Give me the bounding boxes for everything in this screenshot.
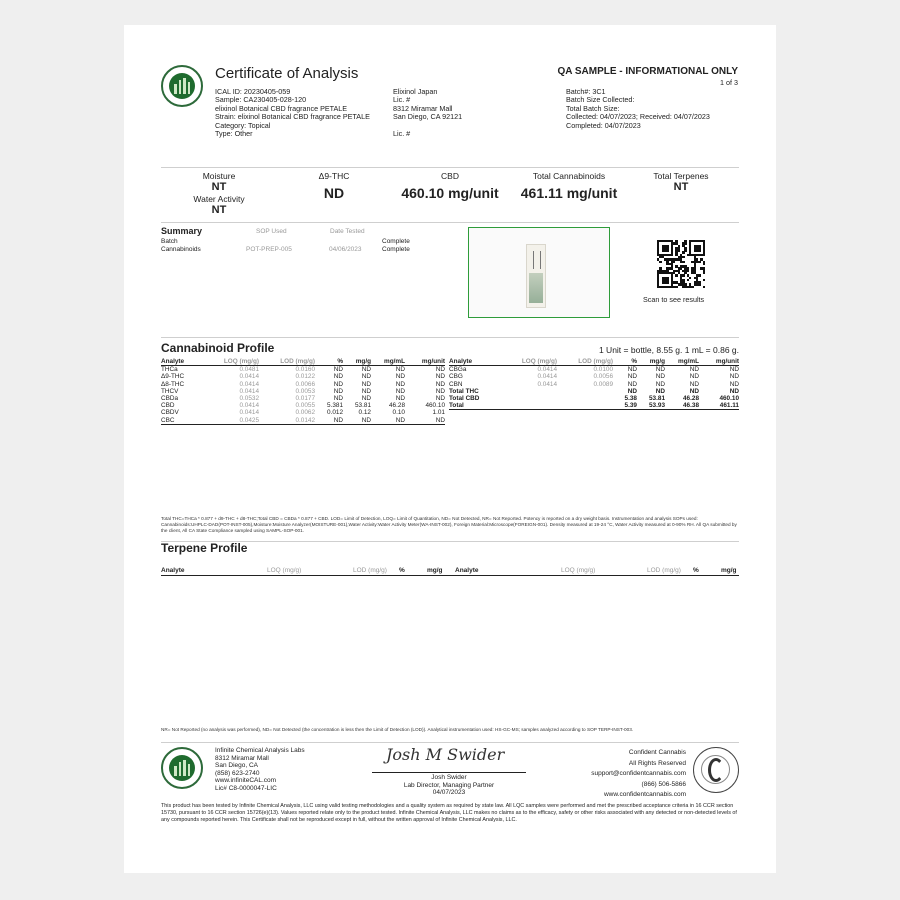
lab-contact: Infinite Chemical Analysis Labs 8312 Miramar Mall San Diego, CA (858) 623-2740 www.infiniteCAL.com Lic# C8-0000047-LIC — [215, 747, 305, 792]
summary-rows: Batch Cannabinoids — [161, 238, 201, 253]
table-cell: ND — [333, 395, 343, 403]
signer-info: Josh Swider Lab Director, Managing Partner 04/07/2023 — [403, 774, 495, 797]
table-cell: 46.38 — [665, 402, 699, 410]
date-header: Date Tested — [330, 228, 365, 235]
summary-title: Summary — [161, 226, 203, 236]
table-cell: Δ9-THC — [161, 373, 185, 381]
total-terpenes-metric: Total Terpenes NT — [653, 171, 709, 193]
table-cell: ND — [361, 395, 371, 403]
table-cell: ND — [435, 387, 445, 395]
table-cell: ND — [405, 417, 445, 425]
table-row — [449, 373, 739, 380]
completed-date: Completed: 04/07/2023 — [566, 120, 641, 130]
table-cell: ND — [361, 380, 371, 388]
table-cell: 0.0089 — [593, 380, 613, 388]
strain: Strain: elixinol Botanical CBD fragrance PETALE — [215, 112, 370, 122]
table-cell: mg/g — [343, 358, 371, 366]
table-row — [161, 417, 445, 425]
table-cell — [557, 388, 613, 395]
table-cell: Total CBD — [449, 395, 480, 403]
table-cell: 0.0532 — [239, 395, 259, 403]
table-cell: ND — [333, 366, 343, 374]
cannabinoid-table-left — [161, 358, 445, 425]
client-city: San Diego, CA 92121 — [393, 112, 463, 122]
partner-info: Confident Cannabis All Rights Reserved support@confidentcannabis.com (866) 506-5866 www.confidentcannabis.com — [591, 749, 686, 798]
table-cell — [509, 395, 557, 402]
table-cell: ND — [361, 373, 371, 381]
table-row — [161, 402, 445, 409]
table-cell: ND — [435, 380, 445, 388]
page-title: Certificate of Analysis — [215, 65, 359, 82]
client-license-2: Lic. # — [393, 129, 411, 139]
sample-id: Sample: CA230405-028-120 — [215, 95, 307, 105]
table-cell: mg/unit — [405, 358, 445, 366]
batch-size-collected: Batch Size Collected: — [566, 95, 635, 105]
table-cell: ND — [689, 366, 699, 374]
signature: Josh M Swider — [386, 745, 505, 764]
table-cell: 0.0414 — [239, 373, 259, 381]
table-cell: ND — [655, 387, 665, 395]
table-cell: 0.0414 — [239, 409, 259, 417]
table-cell: 0.0414 — [239, 380, 259, 388]
table-cell: CBG — [449, 373, 463, 381]
table-cell: 0.0062 — [295, 409, 315, 417]
total-batch-size: Total Batch Size: — [566, 103, 620, 113]
table-cell: 0.0160 — [295, 366, 315, 374]
table-cell: 5.381 — [327, 402, 343, 410]
table-cell: ND — [729, 387, 739, 395]
table-cell — [557, 402, 613, 410]
table-cell: CBDa — [161, 395, 179, 403]
table-cell: 5.39 — [613, 402, 637, 410]
sop-header: SOP Used — [256, 228, 287, 235]
table-cell: 0.10 — [392, 409, 405, 417]
table-cell: ND — [361, 387, 371, 395]
table-cell: ND — [627, 366, 637, 374]
table-cell: ND — [627, 380, 637, 388]
table-cell: 0.0066 — [295, 380, 315, 388]
table-cell: 5.38 — [624, 395, 637, 403]
table-cell: 53.81 — [649, 395, 665, 403]
table-cell: Total — [449, 402, 509, 410]
table-cell: ND — [729, 380, 739, 388]
table-cell: CBDV — [161, 409, 179, 417]
table-cell: 0.0414 — [537, 366, 557, 374]
table-cell: 461.11 — [699, 402, 739, 410]
table-row — [161, 366, 445, 374]
table-row — [449, 395, 739, 402]
client-info — [393, 88, 462, 138]
table-cell: ND — [729, 366, 739, 374]
table-cell — [509, 402, 557, 410]
product-photo — [468, 227, 610, 318]
batch-number: Batch#: 3C1 — [566, 87, 606, 96]
table-cell: ND — [435, 366, 445, 374]
cbd-metric: CBD 460.10 mg/unit — [401, 171, 499, 201]
page-count: 1 of 3 — [720, 78, 738, 87]
table-cell: LOD (mg/g) — [557, 358, 613, 366]
table-cell: 0.12 — [358, 409, 371, 417]
table-cell: THCa — [161, 366, 178, 374]
scan-text: Scan to see results — [643, 295, 705, 304]
ical-id: ICAL ID: 20230405-059 — [215, 87, 291, 96]
table-cell: 0.0055 — [295, 402, 315, 410]
table-cell: ND — [395, 395, 405, 403]
table-cell: % — [315, 358, 343, 366]
table-cell: ND — [655, 380, 665, 388]
table-cell: 0.0414 — [537, 380, 557, 388]
table-cell: ND — [627, 387, 637, 395]
table-row — [161, 409, 445, 416]
table-cell: ND — [395, 380, 405, 388]
table-cell: 460.10 — [719, 395, 739, 403]
table-cell: 0.012 — [327, 409, 343, 417]
table-cell — [557, 395, 613, 402]
terpene-footnote: NR= Not Reported (no analysis was performed), ND= Not Detected (the concentration is less then the Limit of Detection (LOD)). Analytical instrumentation used: HS-GC-MS; samples analyzed according to SOP TERP-INST-003. — [161, 727, 634, 732]
table-row — [161, 381, 445, 388]
table-cell: 46.28 — [389, 402, 405, 410]
table-cell: 0.0414 — [239, 387, 259, 395]
table-cell: ND — [395, 387, 405, 395]
table-cell: 0.0177 — [295, 395, 315, 403]
table-cell: CBC — [161, 417, 205, 425]
table-cell: ND — [395, 366, 405, 374]
table-cell: LOQ (mg/g) — [509, 358, 557, 366]
table-row — [449, 381, 739, 388]
thc-metric: Δ9-THC ND — [318, 171, 350, 201]
lab-seal-icon — [161, 65, 203, 107]
table-row — [161, 388, 445, 395]
summary-status: Complete Complete — [382, 238, 410, 253]
table-cell: ND — [729, 373, 739, 381]
disclaimer: This product has been tested by Infinite Chemical Analysis, LLC using valid testing methodologies and a quality system as required by state law. All LQC samples were performed and met the prescribed acceptance criteria in 16 CCR section 15730, pursuant to 16 CCR section 15726(e)(13). Values reported relate only to the product tested. Infinite Chemical Analysis, LLC makes no claims as to the efficacy, safety or other risks associated with any detected or non-detected levels of any compounds reported herein. This Certificate shall not be reproduced except in full, without the written approval of Infinite Chemical Analysis, LLC. — [161, 803, 737, 823]
table-cell: 1.01 — [432, 409, 445, 417]
table-row — [161, 395, 445, 402]
table-cell: 0.0142 — [259, 417, 315, 425]
qr-code-icon[interactable] — [657, 240, 705, 288]
table-cell: ND — [371, 417, 405, 425]
type: Type: Other — [215, 129, 253, 139]
table-cell: ND — [627, 373, 637, 381]
table-cell: 0.0056 — [593, 373, 613, 381]
table-cell: 0.0053 — [295, 387, 315, 395]
unit-note: 1 Unit = bottle, 8.55 g. 1 mL = 0.86 g. — [598, 345, 739, 355]
summary-sop: POT-PREP-005 — [246, 246, 292, 253]
sample-name: elixinol Botanical CBD fragrance PETALE — [215, 103, 348, 113]
qa-notice: QA SAMPLE - INFORMATIONAL ONLY — [557, 66, 738, 77]
table-cell: Total THC — [449, 387, 479, 395]
cannabinoid-table-right — [449, 358, 739, 410]
table-cell: Analyte — [161, 358, 205, 366]
total-cannabinoids-metric: Total Cannabinoids 461.11 mg/unit — [520, 171, 618, 201]
table-cell: ND — [435, 373, 445, 381]
table-cell: 46.28 — [683, 395, 699, 403]
certificate-page: Certificate of Analysis QA SAMPLE - INFORMATIONAL ONLY 1 of 3 ICAL ID: 20230405-059 Sample: CA230405-028-120 elixinol Botanical CBD fragrance PETALE Strain: elixinol Botanical CBD fragrance PETALE Category: Topical Type: Other Elixinol Japan Lic. # 8312 Miramar Mall San Diego, CA 92121 Lic. # Batch#: 3C1 Batch Size Collected: Total Batch Size: Collected: 04/07/2023; Received: 04/07/2023 Completed: 04/07/2023 Moisture NT Water Activity NT Δ9-THC ND CBD 460.10 mg/unit Total Cannabinoids 461.11 mg/unit Total Terpenes NT Summary SOP Used Date Tested Batch Cannabinoids POT-PREP-005 04/06/2023 Complete Complete Scan to see results Cannabinoid Profile 1 Unit = bottle, 8.55 g. 1 mL = 0.86 g. Analyte LOQ (mg/g) LOD (mg/g) % mg/g mg/mL mg/unit THCa 0.0481 0.0160 ND ND ND ND Δ9-THC 0.0414 0.0122 ND ND ND ND Δ8-THC 0.0414 0.0066 ND ND ND ND THCV 0.0414 0.0053 ND ND ND ND CBDa 0.0532 0.0177 ND ND ND ND CBD 0.0414 0.0055 5.381 53.81 46.28 460.10 CBDV 0.0414 0.0062 0.012 0.12 0.10 1.01 CBC 0.0425 0.0142 ND ND ND ND Analyte LOQ (mg/g) LOD (mg/g) % mg/g mg/mL mg/unit CBGa 0.0414 0.0100 ND ND ND ND CBG 0.0414 0.0056 ND ND ND ND CBN 0.0414 0.0089 ND ND ND ND Total THC ND ND ND ND Total CBD 5.38 53.81 46.28 460.10 Total 5.39 53.93 46.38 461.11 Total THC=THCa * 0.877 + d9-THC + d8-THC;Total CBD = CBDa * 0.877 + CBD. LOD= Limit of Detection, LOQ= Limit of Quantitation, ND= Not Detected, NR= Not Reported. Potency is reported on a dry weight basis. Instrumentation and analysis SOPs used: Cannabinoids:UHPLC-DAD(POT-INST-005),Moisture:Moisture Analyzer(MOISTURE-001),Water Activity:Water Activity Meter(WA-INST-002), Foreign Material:Microscope(FOREIGN-001). Density measured at 19-24 °C, Water Activity measured at 0-90% RH. All QA submitted by the client, All CA State Compliance sampled using SAMPL-SOP-001. Terpene Profile Analyte LOQ (mg/g) LOD (mg/g) % mg/g Analyte LOQ (mg/g) LOD (mg/g) % mg/g NR= Not Reported (no analysis was performed), ND= Not Detected (the concentration is less then the Limit of Detection (LOD)). Analytical instrumentation used: HS-GC-MS; samples analyzed according to SOP TERP-INST-003. Infinite Chemical Analysis Labs 8312 Miramar Mall San Diego, CA (858) 623-2740 www.infiniteCAL.com Lic# C8-0000047-LIC Josh M Swider Josh Swider Lab Director, Managing Partner 04/07/2023 Confident Cannabis All Rights Reserved support@confidentcannabis.com (866) 506-5866 www.confidentcannabis.com This product has been tested by Infinite Chemical Analysis, LLC using valid testing methodologies and a quality system as required by state law. All LQC samples were performed and met the prescribed acceptance criteria in 16 CCR section 15730, pursuant to 16 CCR section 15726(e)(13). Values reported relate only to the product tested. Infinite Chemical Analysis, LLC makes no claims as to the efficacy, safety or other risks associated with any detected or non-detected levels of any compounds reported herein. This Certificate shall not be reproduced except in full, without the written approval of Infinite Chemical Analysis, LLC. — [124, 25, 776, 873]
moisture-metric: Moisture NT Water Activity NT — [193, 171, 245, 216]
table-cell: mg/mL — [665, 358, 699, 366]
sample-info — [215, 88, 370, 138]
table-row — [449, 388, 739, 395]
table-cell: ND — [361, 366, 371, 374]
table-cell: CBD — [161, 402, 175, 410]
table-row — [449, 366, 739, 374]
table-row — [449, 358, 739, 366]
table-cell: mg/mL — [371, 358, 405, 366]
summary-date: 04/06/2023 — [329, 246, 362, 253]
table-row — [449, 402, 739, 410]
table-cell: 0.0481 — [239, 366, 259, 374]
footer-lab-seal-icon — [161, 747, 203, 789]
client-license: Lic. # — [393, 95, 411, 105]
table-cell: % — [613, 358, 637, 366]
table-cell: ND — [435, 395, 445, 403]
table-cell: ND — [395, 373, 405, 381]
table-cell — [509, 388, 557, 395]
table-cell: LOQ (mg/g) — [205, 358, 259, 366]
table-cell: LOD (mg/g) — [259, 358, 315, 366]
table-cell: ND — [333, 387, 343, 395]
table-cell: Δ8-THC — [161, 380, 185, 388]
table-cell: 0.0100 — [593, 366, 613, 374]
collected-received: Collected: 04/07/2023; Received: 04/07/2023 — [566, 112, 710, 122]
table-cell: 53.81 — [355, 402, 371, 410]
cannabinoid-footnote: Total THC=THCa * 0.877 + d9-THC + d8-THC;Total CBD = CBDa * 0.877 + CBD. LOD= Limit of Detection, LOQ= Limit of Quantitation, ND= Not Detected, NR= Not Reported. Potency is reported on a dry weight basis. Instrumentation and analysis SOPs used: Cannabinoids:UHPLC-DAD(POT-INST-005),Moisture:Moisture Analyzer(MOISTURE-001),Water Activity:Water Activity Meter(WA-INST-002), Foreign Material:Microscope(FOREIGN-001). Density measured at 19-24 °C, Water Activity measured at 0-90% RH. All QA submitted by the client, All CA State Compliance sampled using SAMPL-SOP-001. — [161, 516, 737, 533]
table-cell: ND — [655, 366, 665, 374]
batch-info — [566, 88, 710, 130]
client-address: 8312 Miramar Mall — [393, 103, 453, 113]
table-cell: mg/g — [637, 358, 665, 366]
table-cell: ND — [315, 417, 343, 425]
cannabinoid-title: Cannabinoid Profile — [161, 341, 275, 355]
table-cell: mg/unit — [699, 358, 739, 366]
table-cell: ND — [689, 373, 699, 381]
terpene-title: Terpene Profile — [161, 541, 248, 555]
client-name: Elixinol Japan — [393, 87, 438, 96]
table-cell: 53.93 — [637, 402, 665, 410]
table-cell: 0.0414 — [239, 402, 259, 410]
table-row — [161, 373, 445, 380]
table-cell: THCV — [161, 387, 179, 395]
table-cell: 0.0425 — [205, 417, 259, 425]
table-cell: ND — [655, 373, 665, 381]
category: Category: Topical — [215, 120, 271, 130]
table-cell: ND — [333, 373, 343, 381]
confident-cannabis-logo-icon — [693, 747, 739, 793]
table-cell: CBN — [449, 380, 463, 388]
table-cell: CBGa — [449, 366, 467, 374]
table-cell: ND — [689, 380, 699, 388]
table-cell: ND — [689, 387, 699, 395]
table-cell: ND — [343, 417, 371, 425]
table-cell: 0.0414 — [537, 373, 557, 381]
table-cell: Analyte — [449, 358, 509, 366]
table-row — [161, 358, 445, 366]
table-cell: 0.0122 — [295, 373, 315, 381]
table-cell: 460.10 — [425, 402, 445, 410]
table-cell: ND — [333, 380, 343, 388]
